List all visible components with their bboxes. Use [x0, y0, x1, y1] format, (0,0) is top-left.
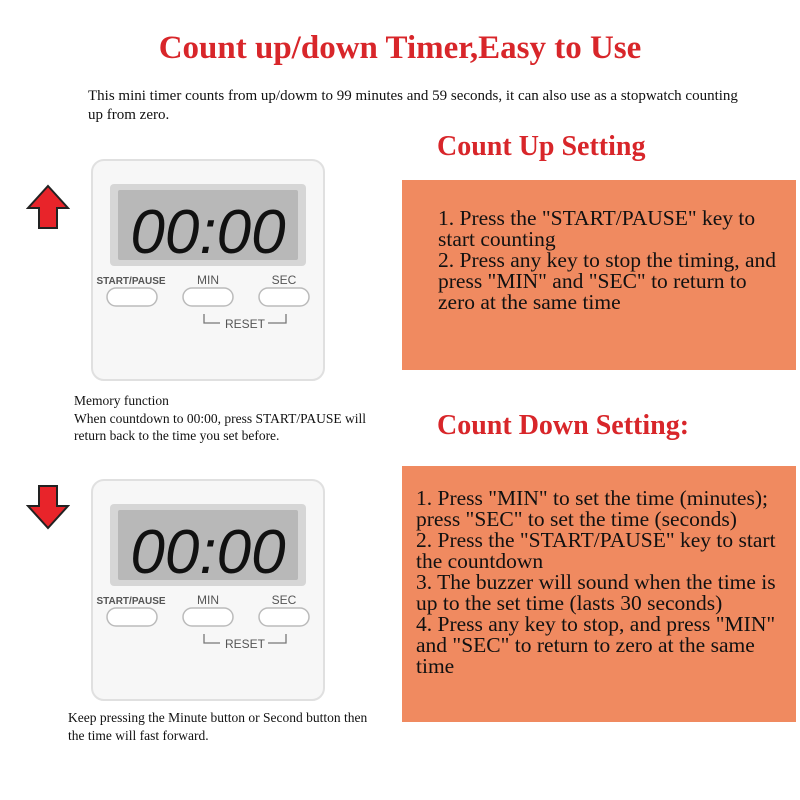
- reset-label: RESET: [224, 637, 266, 651]
- start-pause-label: START/PAUSE: [96, 276, 166, 287]
- sec-button: [259, 288, 309, 306]
- count-down-panel: [402, 466, 796, 722]
- reset-label: RESET: [224, 317, 266, 331]
- min-button: [183, 608, 233, 626]
- count-down-step: 3. The buzzer will sound when the time is up to the set time (lasts 30 seconds): [416, 570, 776, 615]
- count-up-step: 1. Press the "START/PAUSE" key to start counting: [438, 206, 756, 251]
- start-pause-label: START/PAUSE: [96, 596, 166, 607]
- timer-device-down: [90, 478, 326, 702]
- memory-note: [74, 392, 394, 445]
- intro-text: This mini timer counts from up/dowm to 99 minutes and 59 seconds, it can also use as a stopwatch counting up from zero.: [88, 88, 738, 123]
- arrow-up-icon: [26, 184, 70, 230]
- count-up-step: 2. Press any key to stop the timing, and press "MIN" and "SEC" to return to zero at the same time: [438, 248, 776, 314]
- count-down-step: 2. Press the "START/PAUSE" key to start the countdown: [416, 528, 776, 573]
- start-pause-button: [107, 608, 157, 626]
- arrow-down-icon: [26, 484, 70, 530]
- fast-forward-note: Keep pressing the Minute button or Second button then the time will fast forward.: [68, 710, 368, 743]
- memory-note-text: When countdown to 00:00, press START/PAUSE will return back to the time you set before.: [74, 410, 366, 443]
- count-down-heading: Count Down Setting:: [437, 410, 690, 441]
- sec-label: SEC: [271, 273, 297, 287]
- memory-note-title: Memory function: [74, 393, 169, 408]
- start-pause-button: [107, 288, 157, 306]
- count-down-step: 4. Press any key to stop, and press "MIN" and "SEC" to return to zero at the same time: [416, 612, 776, 678]
- min-button: [183, 288, 233, 306]
- sec-button: [259, 608, 309, 626]
- count-up-heading: Count Up Setting: [437, 131, 646, 162]
- sec-label: SEC: [271, 593, 297, 607]
- timer-display: 00:00: [130, 518, 286, 587]
- min-label: MIN: [197, 593, 219, 607]
- count-up-panel: [402, 180, 796, 370]
- page-title: Count up/down Timer,Easy to Use: [158, 30, 642, 66]
- min-label: MIN: [197, 273, 219, 287]
- timer-display: 00:00: [130, 198, 286, 267]
- count-down-step: 1. Press "MIN" to set the time (minutes); press "SEC" to set the time (seconds): [416, 486, 768, 531]
- timer-device-up: [90, 158, 326, 382]
